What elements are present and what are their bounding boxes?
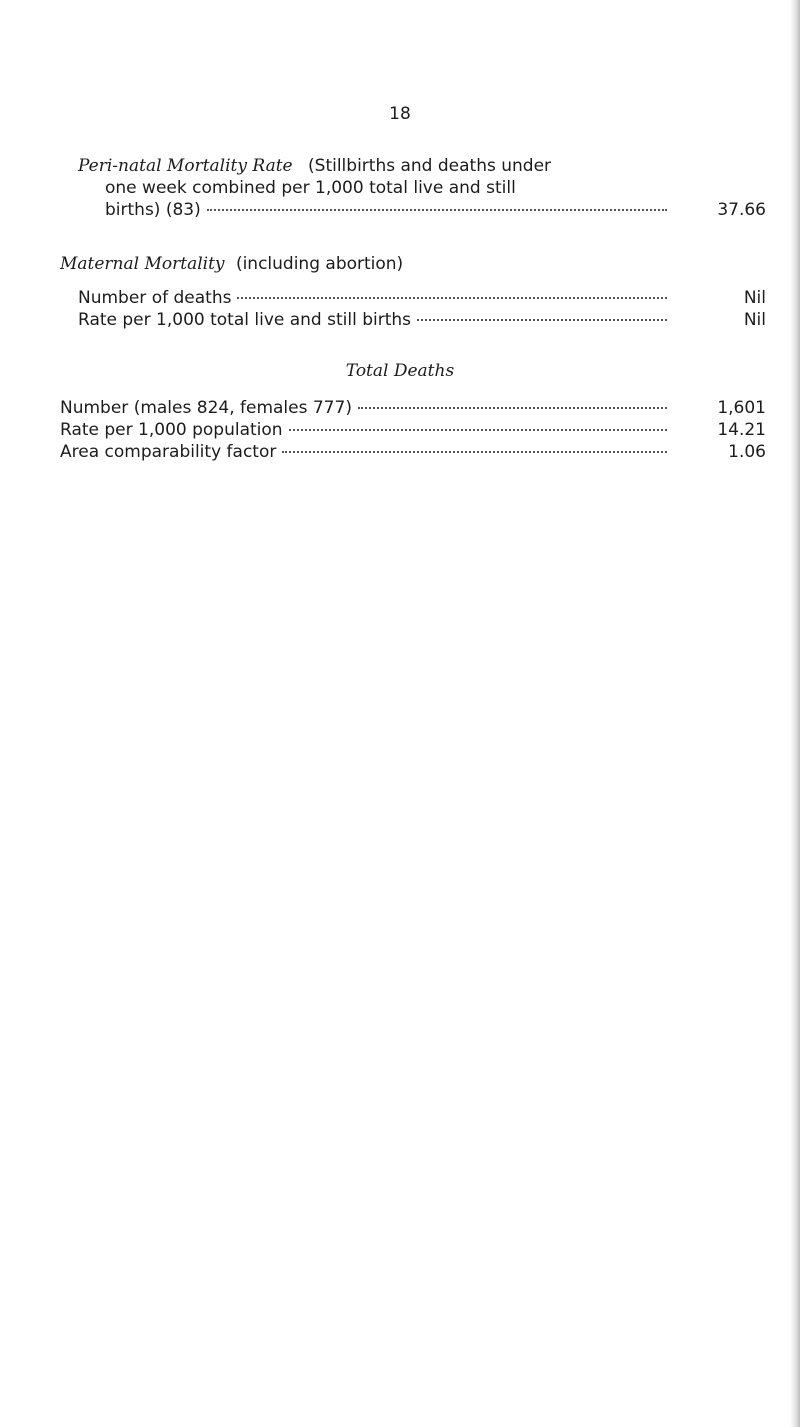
dot-leader: [358, 407, 667, 409]
perinatal-description-start: (Stillbirths and deaths under: [308, 156, 552, 176]
perinatal-title: Peri-natal Mortality Rate: [78, 156, 293, 176]
page-number: 18: [389, 104, 411, 124]
perinatal-description-line2: one week combined per 1,000 total live and still: [105, 178, 516, 198]
perinatal-value-row: [105, 199, 675, 221]
maternal-row-value: Nil: [743, 310, 766, 330]
maternal-row-label: Rate per 1,000 total live and still births: [78, 310, 412, 330]
maternal-heading-line: [60, 253, 403, 275]
maternal-title: Maternal Mortality: [60, 254, 225, 274]
total-deaths-row-value: 14.21: [717, 420, 766, 440]
dot-leader: [237, 297, 667, 299]
dot-leader: [289, 429, 667, 431]
maternal-row: [78, 309, 675, 331]
total-deaths-heading: Total Deaths: [345, 361, 455, 381]
maternal-title-qualifier: (including abortion): [235, 254, 404, 274]
dot-leader: [282, 451, 667, 453]
maternal-row-label: Number of deaths: [78, 288, 232, 308]
total-deaths-row-value: 1.06: [728, 442, 766, 462]
perinatal-description-line3: births) (83): [105, 200, 201, 220]
total-deaths-row-value: 1,601: [717, 398, 766, 418]
dot-leader: [207, 209, 667, 211]
total-deaths-row-label: Area comparability factor: [60, 442, 277, 462]
total-deaths-row-label: Number (males 824, females 777): [60, 398, 352, 418]
maternal-row: [78, 287, 675, 309]
perinatal-heading-line: [78, 155, 551, 177]
total-deaths-row: [60, 441, 675, 463]
perinatal-rate-value: 37.66: [717, 200, 766, 220]
scan-edge: [790, 0, 800, 1427]
total-deaths-row: [60, 419, 675, 441]
maternal-row-value: Nil: [743, 288, 766, 308]
total-deaths-row-label: Rate per 1,000 population: [60, 420, 283, 440]
total-deaths-row: [60, 397, 675, 419]
dot-leader: [417, 319, 667, 321]
